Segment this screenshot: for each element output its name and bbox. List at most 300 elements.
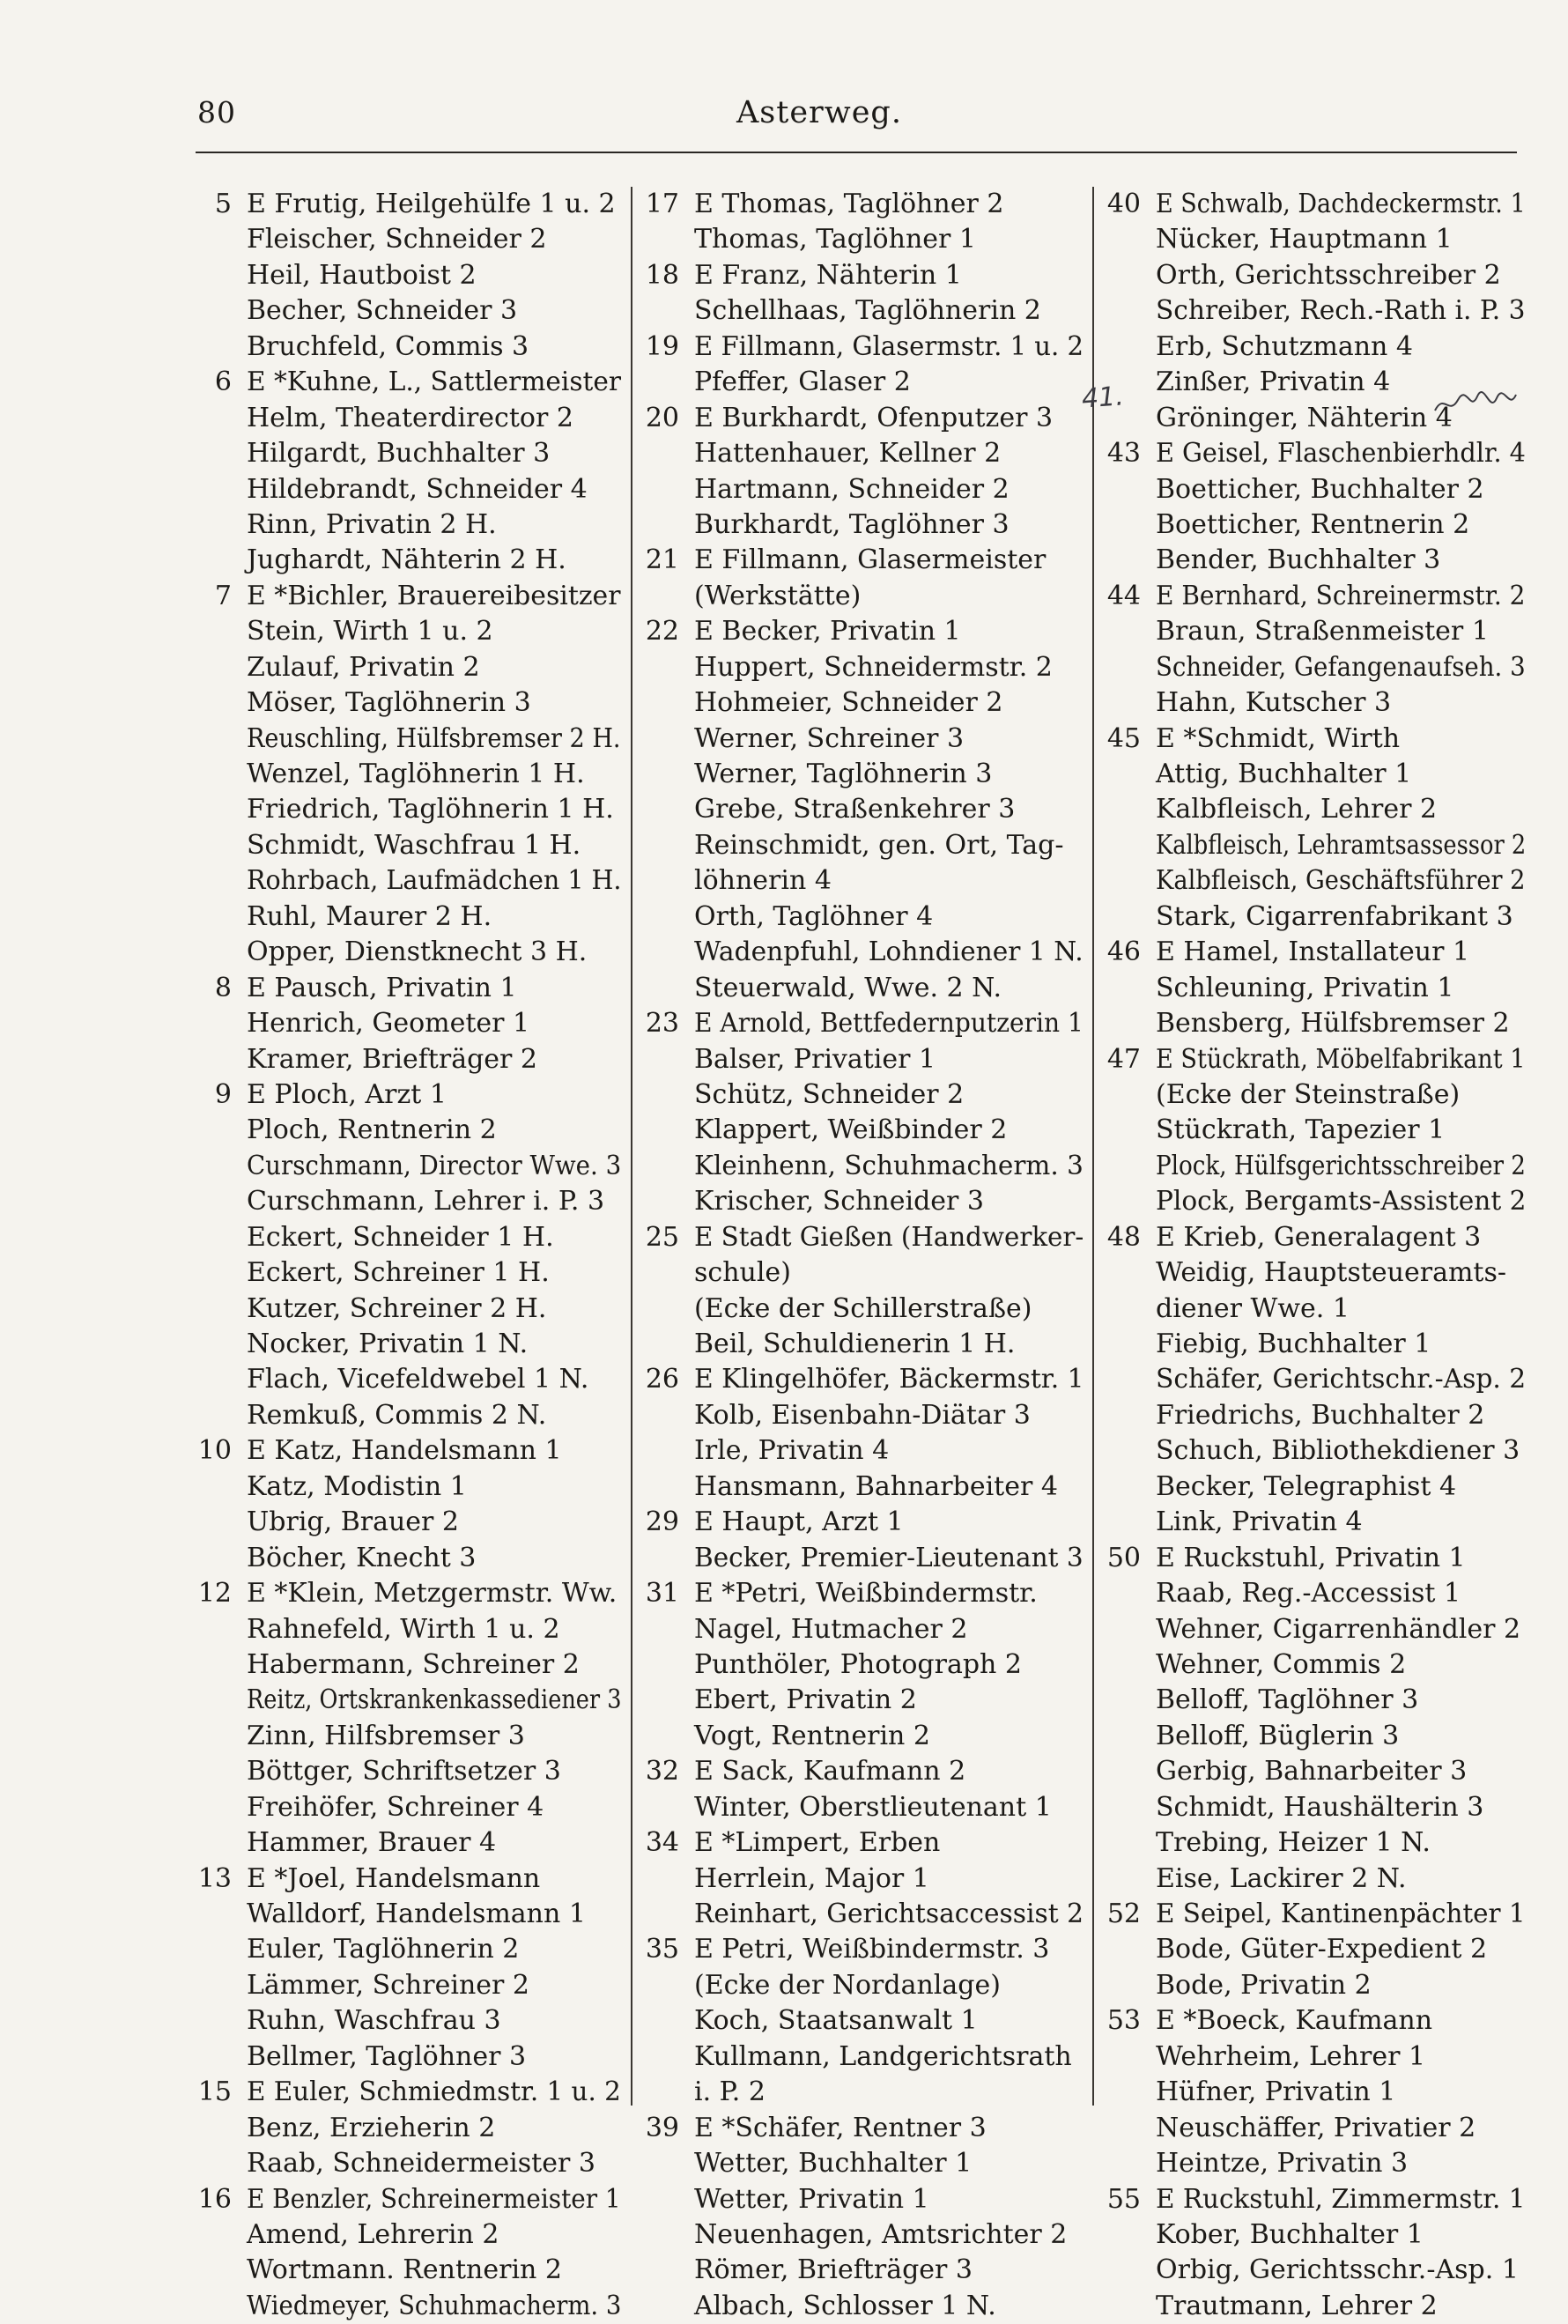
house-number: 48 — [1106, 1221, 1141, 1253]
resident-entry: Wenzel, Taglöhnerin 1 H. — [247, 759, 585, 789]
directory-entry — [628, 401, 1088, 436]
directory-entry — [628, 293, 1088, 329]
directory-entry — [1090, 1825, 1530, 1861]
resident-entry: Kalbfleisch, Geschäftsführer 2 — [1156, 865, 1526, 897]
resident-entry: Stein, Wirth 1 u. 2 — [247, 616, 493, 648]
directory-entry — [1090, 1612, 1530, 1647]
directory-entry — [628, 1647, 1088, 1683]
resident-entry: E Arnold, Bettfedernputzerin 1 — [694, 1008, 1084, 1040]
directory-entry — [1090, 1861, 1530, 1897]
directory-entry — [181, 935, 625, 970]
resident-entry: Bensberg, Hülfsbremser 2 — [1156, 1008, 1510, 1040]
resident-entry: Amend, Lehrerin 2 — [247, 2218, 499, 2250]
house-number: 35 — [645, 1934, 679, 1965]
resident-entry: Reitz, Ortskrankenkassediener 3 — [247, 1684, 622, 1716]
directory-entry — [1090, 1077, 1530, 1113]
directory-entry — [1090, 1184, 1530, 1219]
resident-entry: Kullmann, Landgerichtsrath — [694, 2040, 1072, 2072]
directory-entry — [628, 2146, 1088, 2181]
house-number: 40 — [1106, 189, 1141, 219]
resident-entry: Curschmann, Director Wwe. 3 — [247, 1150, 622, 1181]
resident-entry: Gerbig, Bahnarbeiter 3 — [1156, 1756, 1468, 1787]
directory-entry — [628, 1077, 1088, 1113]
resident-entry: Helm, Theaterdirector 2 — [247, 402, 573, 433]
directory-entry — [1090, 293, 1530, 329]
directory-entry — [1090, 792, 1530, 827]
directory-entry — [181, 1255, 625, 1291]
house-number: 10 — [197, 1435, 232, 1467]
directory-entry — [628, 2289, 1088, 2324]
directory-entry — [181, 543, 625, 578]
resident-entry: Katz, Modistin 1 — [247, 1470, 467, 1502]
directory-entry — [1090, 222, 1530, 257]
resident-entry: Winter, Oberstlieutenant 1 — [694, 1791, 1052, 1823]
directory-entry — [181, 828, 625, 863]
resident-entry: E Seipel, Kantinenpächter 1 — [1156, 1898, 1526, 1929]
directory-entry — [628, 507, 1088, 543]
resident-entry: E Fillmann, Glasermstr. 1 u. 2 — [694, 330, 1084, 362]
directory-entry — [181, 472, 625, 507]
resident-entry: Wiedmeyer, Schuhmacherm. 3 — [247, 2290, 622, 2321]
resident-entry: Wortmann. Rentnerin 2 — [247, 2254, 562, 2286]
column-3 — [1090, 187, 1530, 2324]
resident-entry: Schuch, Bibliothekdiener 3 — [1156, 1435, 1520, 1467]
directory-entry — [181, 792, 625, 827]
resident-entry: Heintze, Privatin 3 — [1156, 2148, 1409, 2180]
directory-entry — [628, 2253, 1088, 2288]
directory-entry — [181, 507, 625, 543]
directory-entry — [1090, 1362, 1530, 1397]
resident-entry: E Schwalb, Dachdeckermstr. 1 — [1156, 189, 1526, 219]
resident-entry: Beil, Schuldienerin 1 H. — [694, 1329, 1016, 1359]
directory-entry — [1090, 2146, 1530, 2181]
directory-entry — [1090, 1220, 1530, 1255]
resident-entry: Fiebig, Buchhalter 1 — [1156, 1329, 1431, 1359]
resident-entry: Gröninger, Nähterin 4 — [1156, 402, 1453, 433]
directory-entry — [181, 222, 625, 257]
directory-entry — [1090, 2182, 1530, 2217]
directory-entry — [1090, 1327, 1530, 1362]
directory-entry — [628, 1327, 1088, 1362]
resident-entry: Raab, Reg.-Accessist 1 — [1156, 1578, 1461, 1610]
resident-entry: Plock, Hülfsgerichtsschreiber 2 — [1156, 1150, 1526, 1181]
house-number: 43 — [1106, 438, 1141, 470]
handwritten-annotation: 41. — [1080, 381, 1125, 415]
resident-entry: Rohrbach, Laufmädchen 1 H. — [247, 865, 622, 897]
directory-entry — [628, 1897, 1088, 1932]
resident-entry: Krischer, Schneider 3 — [694, 1186, 985, 1218]
resident-entry: E Becker, Privatin 1 — [694, 616, 961, 648]
directory-entry — [1090, 2003, 1530, 2039]
directory-entry — [181, 1113, 625, 1148]
directory-entry — [181, 1719, 625, 1754]
directory-entry — [1090, 1790, 1530, 1825]
resident-entry: Eckert, Schreiner 1 H. — [247, 1257, 550, 1289]
directory-entry — [181, 2039, 625, 2075]
directory-entry — [628, 1861, 1088, 1897]
resident-entry: E Euler, Schmiedmstr. 1 u. 2 — [247, 2076, 621, 2108]
resident-entry: Schneider, Gefangenaufseh. 3 — [1156, 651, 1526, 683]
directory-entry — [628, 650, 1088, 685]
resident-entry: Steuerwald, Wwe. 2 N. — [694, 972, 1002, 1003]
directory-entry — [628, 187, 1088, 222]
resident-entry: Wehner, Cigarrenhändler 2 — [1156, 1613, 1521, 1645]
directory-entry — [628, 543, 1088, 578]
directory-entry — [1090, 258, 1530, 293]
directory-entry — [628, 1433, 1088, 1469]
resident-entry: E Benzler, Schreinermeister 1 — [247, 2183, 621, 2215]
directory-entry — [628, 1292, 1088, 1327]
resident-entry: Habermann, Schreiner 2 — [247, 1648, 580, 1680]
resident-entry: E *Kuhne, L., Sattlermeister — [247, 366, 622, 398]
directory-entry — [181, 1505, 625, 1540]
resident-entry: diener Wwe. 1 — [1156, 1292, 1350, 1324]
directory-entry — [181, 579, 625, 614]
resident-entry: E Klingelhöfer, Bäckermstr. 1 — [694, 1364, 1084, 1395]
resident-entry: Becker, Telegraphist 4 — [1156, 1470, 1457, 1502]
directory-entry — [181, 2289, 625, 2324]
directory-entry — [628, 1149, 1088, 1184]
directory-entry — [1090, 722, 1530, 757]
resident-entry: Schmidt, Haushälterin 3 — [1156, 1791, 1484, 1823]
resident-entry: Wetter, Buchhalter 1 — [694, 2148, 973, 2180]
directory-entry — [628, 828, 1088, 863]
resident-entry: E Katz, Handelsmann 1 — [247, 1435, 562, 1467]
house-number: 53 — [1106, 2005, 1141, 2037]
directory-entry — [181, 1469, 625, 1505]
directory-entry — [1090, 187, 1530, 222]
directory-entry — [628, 1683, 1088, 1718]
house-number: 12 — [197, 1578, 232, 1610]
house-number: 15 — [197, 2076, 232, 2108]
house-number: 17 — [645, 189, 679, 219]
resident-entry: Orth, Gerichtsschreiber 2 — [1156, 259, 1501, 291]
resident-entry: E *Petri, Weißbindermstr. — [694, 1578, 1038, 1610]
resident-entry: E Ploch, Arzt 1 — [247, 1078, 447, 1110]
directory-entry — [628, 1612, 1088, 1647]
directory-entry — [181, 1433, 625, 1469]
resident-entry: Werner, Schreiner 3 — [694, 722, 965, 754]
resident-entry: Wehner, Commis 2 — [1156, 1648, 1407, 1680]
house-number: 8 — [214, 972, 232, 1003]
directory-entry — [1090, 1469, 1530, 1505]
directory-entry — [181, 971, 625, 1006]
page-number: 80 — [197, 95, 236, 130]
resident-entry: Römer, Briefträger 3 — [694, 2254, 973, 2286]
resident-entry: Ruhl, Maurer 2 H. — [247, 900, 492, 932]
resident-entry: Reinhart, Gerichtsaccessist 2 — [694, 1898, 1084, 1929]
resident-entry: Neuschäffer, Privatier 2 — [1156, 2112, 1476, 2143]
resident-entry: Albach, Schlosser 1 N. — [694, 2290, 996, 2321]
resident-entry: E Haupt, Arzt 1 — [694, 1506, 904, 1538]
house-number: 26 — [645, 1364, 679, 1395]
directory-entry — [1090, 2289, 1530, 2324]
resident-entry: Friedrichs, Buchhalter 2 — [1156, 1399, 1485, 1431]
directory-entry — [628, 685, 1088, 721]
house-number: 9 — [214, 1078, 232, 1110]
directory-entry — [628, 579, 1088, 614]
resident-entry: Curschmann, Lehrer i. P. 3 — [247, 1186, 605, 1218]
directory-entry — [628, 1754, 1088, 1789]
directory-entry — [1090, 1968, 1530, 2003]
directory-entry — [628, 2182, 1088, 2217]
directory-entry — [628, 258, 1088, 293]
house-number: 52 — [1106, 1898, 1141, 1929]
resident-entry: E Frutig, Heilgehülfe 1 u. 2 — [247, 189, 616, 219]
resident-entry: E *Schmidt, Wirth — [1156, 722, 1401, 754]
resident-entry: Belloff, Taglöhner 3 — [1156, 1684, 1419, 1716]
resident-entry: Schäfer, Gerichtschr.-Asp. 2 — [1156, 1364, 1527, 1395]
resident-entry: Hüfner, Privatin 1 — [1156, 2076, 1396, 2108]
resident-entry: E Stückrath, Möbelfabrikant 1 — [1156, 1043, 1526, 1075]
directory-entry — [181, 1576, 625, 1611]
resident-entry: Kober, Buchhalter 1 — [1156, 2218, 1424, 2250]
resident-entry: E Franz, Nähterin 1 — [694, 259, 962, 291]
directory-entry — [1090, 1897, 1530, 1932]
house-number: 13 — [197, 1862, 232, 1894]
house-number: 5 — [214, 189, 232, 219]
resident-entry: E Krieb, Generalagent 3 — [1156, 1221, 1482, 1253]
directory-entry — [1090, 685, 1530, 721]
house-number: 22 — [645, 616, 679, 648]
house-number: 31 — [645, 1578, 679, 1610]
directory-entry — [1090, 2039, 1530, 2075]
directory-entry — [181, 2075, 625, 2110]
resident-entry: Schellhaas, Taglöhnerin 2 — [694, 295, 1041, 327]
resident-entry: Werner, Taglöhnerin 3 — [694, 759, 993, 789]
directory-entry — [181, 1149, 625, 1184]
resident-entry: i. P. 2 — [694, 2076, 766, 2108]
house-number: 32 — [645, 1756, 679, 1787]
resident-entry: Braun, Straßenmeister 1 — [1156, 616, 1489, 648]
resident-entry: Kalbfleisch, Lehrer 2 — [1156, 794, 1438, 825]
resident-entry: Stark, Cigarrenfabrikant 3 — [1156, 900, 1513, 932]
directory-entry — [628, 1469, 1088, 1505]
house-number: 47 — [1106, 1043, 1141, 1075]
directory-entry — [181, 899, 625, 935]
resident-entry: E Ruckstuhl, Privatin 1 — [1156, 1542, 1466, 1573]
resident-entry: Schreiber, Rech.-Rath i. P. 3 — [1156, 295, 1526, 327]
resident-entry: E Pausch, Privatin 1 — [247, 972, 517, 1003]
directory-entry — [1090, 2111, 1530, 2146]
resident-entry: Fleischer, Schneider 2 — [247, 224, 547, 255]
resident-entry: Wadenpfuhl, Lohndiener 1 N. — [694, 936, 1084, 968]
directory-entry — [1090, 1719, 1530, 1754]
directory-entry — [628, 1220, 1088, 1255]
resident-entry: Hilgardt, Buchhalter 3 — [247, 438, 551, 470]
directory-entry — [628, 1719, 1088, 1754]
resident-entry: Hattenhauer, Kellner 2 — [694, 438, 1002, 470]
resident-entry: Boetticher, Rentnerin 2 — [1156, 508, 1470, 540]
resident-entry: Stückrath, Tapezier 1 — [1156, 1114, 1446, 1146]
directory-entry — [1090, 436, 1530, 471]
resident-entry: Zulauf, Privatin 2 — [247, 651, 480, 683]
directory-entry — [628, 1113, 1088, 1148]
resident-entry: Grebe, Straßenkehrer 3 — [694, 794, 1016, 825]
resident-entry: Zinßer, Privatin 4 — [1156, 366, 1391, 398]
resident-entry: Koch, Staatsanwalt 1 — [694, 2005, 978, 2037]
directory-entry — [181, 2146, 625, 2181]
resident-entry: E *Boeck, Kaufmann — [1156, 2005, 1433, 2037]
resident-entry: Hohmeier, Schneider 2 — [694, 687, 1003, 719]
resident-entry: E *Klein, Metzgermstr. Ww. — [247, 1578, 618, 1610]
handwritten-scribble — [1431, 386, 1520, 421]
directory-entry — [181, 1327, 625, 1362]
resident-entry: Pfeffer, Glaser 2 — [694, 366, 911, 398]
directory-entry — [628, 1932, 1088, 1967]
directory-entry — [628, 2075, 1088, 2110]
directory-entry — [181, 1790, 625, 1825]
directory-entry — [628, 757, 1088, 792]
directory-entry — [628, 899, 1088, 935]
directory-entry — [1090, 507, 1530, 543]
resident-entry: Orbig, Gerichtsschr.-Asp. 1 — [1156, 2254, 1519, 2286]
directory-entry — [181, 1932, 625, 1967]
directory-entry — [628, 1362, 1088, 1397]
directory-entry — [1090, 2217, 1530, 2253]
resident-entry: Ubrig, Brauer 2 — [247, 1506, 460, 1538]
directory-entry — [181, 1683, 625, 1718]
directory-entry — [181, 1968, 625, 2003]
resident-entry: Rinn, Privatin 2 H. — [247, 508, 497, 540]
directory-entry — [181, 2111, 625, 2146]
resident-entry: Reuschling, Hülfsbremser 2 H. — [247, 722, 621, 754]
directory-entry — [181, 1077, 625, 1113]
directory-entry — [1090, 863, 1530, 899]
resident-entry: Schmidt, Waschfrau 1 H. — [247, 829, 581, 861]
directory-entry — [628, 935, 1088, 970]
resident-entry: (Werkstätte) — [694, 580, 862, 611]
resident-entry: Euler, Taglöhnerin 2 — [247, 1934, 520, 1965]
directory-entry — [181, 2253, 625, 2288]
resident-entry: Kalbfleisch, Lehramtsassessor 2 — [1156, 829, 1527, 861]
directory-entry — [181, 187, 625, 222]
directory-entry — [181, 863, 625, 899]
resident-entry: Plock, Bergamts-Assistent 2 — [1156, 1186, 1527, 1218]
resident-entry: Trautmann, Lehrer 2 — [1156, 2290, 1438, 2321]
directory-entry — [1090, 899, 1530, 935]
resident-entry: Kutzer, Schreiner 2 H. — [247, 1292, 547, 1324]
resident-entry: Hansmann, Bahnarbeiter 4 — [694, 1470, 1058, 1502]
directory-entry — [181, 1220, 625, 1255]
directory-entry — [628, 436, 1088, 471]
resident-entry: Herrlein, Major 1 — [694, 1862, 929, 1894]
directory-entry — [1090, 1683, 1530, 1718]
resident-entry: Wehrheim, Lehrer 1 — [1156, 2040, 1426, 2072]
directory-entry — [1090, 650, 1530, 685]
resident-entry: Hammer, Brauer 4 — [247, 1827, 497, 1859]
directory-entry — [628, 1968, 1088, 2003]
house-number: 45 — [1106, 722, 1141, 754]
house-number: 50 — [1106, 1542, 1141, 1573]
resident-entry: Huppert, Schneidermstr. 2 — [694, 651, 1053, 683]
resident-entry: Raab, Schneidermeister 3 — [247, 2148, 595, 2180]
resident-entry: schule) — [694, 1257, 791, 1289]
resident-entry: (Ecke der Steinstraße) — [1156, 1078, 1461, 1110]
resident-entry: Thomas, Taglöhner 1 — [694, 224, 976, 255]
resident-entry: Benz, Erzieherin 2 — [247, 2112, 496, 2143]
directory-entry — [1090, 1541, 1530, 1576]
resident-entry: Neuenhagen, Amtsrichter 2 — [694, 2218, 1068, 2250]
directory-entry — [181, 1754, 625, 1789]
resident-entry: Lämmer, Schreiner 2 — [247, 1969, 529, 2001]
directory-entry — [628, 472, 1088, 507]
directory-entry — [181, 401, 625, 436]
resident-entry: E Ruckstuhl, Zimmermstr. 1 — [1156, 2183, 1526, 2215]
resident-entry: Walldorf, Handelsmann 1 — [247, 1898, 586, 1929]
directory-entry — [628, 1576, 1088, 1611]
house-number: 39 — [645, 2112, 679, 2143]
directory-entry — [181, 757, 625, 792]
resident-entry: Kolb, Eisenbahn-Diätar 3 — [694, 1399, 1031, 1431]
resident-entry: E Stadt Gießen (Handwerker- — [694, 1221, 1084, 1253]
house-number: 16 — [197, 2183, 232, 2215]
directory-entry — [181, 1647, 625, 1683]
directory-entry — [181, 1362, 625, 1397]
directory-entry — [181, 436, 625, 471]
directory-entry — [628, 1184, 1088, 1219]
directory-entry — [1090, 1006, 1530, 1041]
resident-entry: E Bernhard, Schreinermstr. 2 — [1156, 580, 1526, 611]
resident-entry: Hartmann, Schneider 2 — [694, 473, 1010, 505]
resident-entry: Kramer, Briefträger 2 — [247, 1043, 537, 1075]
house-number: 44 — [1106, 580, 1141, 611]
directory-entry — [628, 614, 1088, 649]
resident-entry: Irle, Privatin 4 — [694, 1435, 890, 1467]
house-number: 19 — [645, 330, 679, 362]
directory-entry — [1090, 935, 1530, 970]
directory-entry — [1090, 614, 1530, 649]
resident-entry: Erb, Schutzmann 4 — [1156, 330, 1413, 362]
directory-entry — [1090, 2253, 1530, 2288]
resident-entry: Eckert, Schneider 1 H. — [247, 1221, 554, 1253]
resident-entry: Freihöfer, Schreiner 4 — [247, 1791, 544, 1823]
house-number: 7 — [214, 580, 232, 611]
resident-entry: Hildebrandt, Schneider 4 — [247, 473, 588, 505]
resident-entry: Kleinhenn, Schuhmacherm. 3 — [694, 1150, 1084, 1181]
resident-entry: Trebing, Heizer 1 N. — [1156, 1827, 1431, 1859]
directory-entry — [181, 1006, 625, 1041]
resident-entry: Schleuning, Privatin 1 — [1156, 972, 1454, 1003]
directory-entry — [628, 1255, 1088, 1291]
directory-entry — [181, 329, 625, 365]
resident-entry: Bender, Buchhalter 3 — [1156, 544, 1441, 576]
resident-entry: E Geisel, Flaschenbierhdlr. 4 — [1156, 438, 1526, 470]
resident-entry: (Ecke der Schillerstraße) — [694, 1292, 1032, 1324]
column-2 — [628, 187, 1088, 2324]
directory-entry — [1090, 472, 1530, 507]
column-1 — [181, 187, 625, 2324]
resident-entry: Punthöler, Photograph 2 — [694, 1648, 1022, 1680]
resident-entry: Rahnefeld, Wirth 1 u. 2 — [247, 1613, 560, 1645]
resident-entry: E *Limpert, Erben — [694, 1827, 941, 1859]
directory-entry — [628, 365, 1088, 400]
resident-entry: Remkuß, Commis 2 N. — [247, 1399, 547, 1431]
directory-entry — [181, 1612, 625, 1647]
directory-entry — [1090, 1647, 1530, 1683]
resident-entry: Henrich, Geometer 1 — [247, 1008, 530, 1040]
resident-entry: E Sack, Kaufmann 2 — [694, 1756, 966, 1787]
resident-entry: E *Schäfer, Rentner 3 — [694, 2112, 987, 2143]
resident-entry: Belloff, Büglerin 3 — [1156, 1720, 1400, 1751]
resident-entry: E *Joel, Handelsmann — [247, 1862, 541, 1894]
resident-entry: Orth, Taglöhner 4 — [694, 900, 934, 932]
directory-entry — [628, 1541, 1088, 1576]
resident-entry: Becher, Schneider 3 — [247, 295, 518, 327]
resident-entry: Bode, Privatin 2 — [1156, 1969, 1372, 2001]
directory-entry — [181, 1825, 625, 1861]
resident-entry: Becker, Premier-Lieutenant 3 — [694, 1542, 1084, 1573]
